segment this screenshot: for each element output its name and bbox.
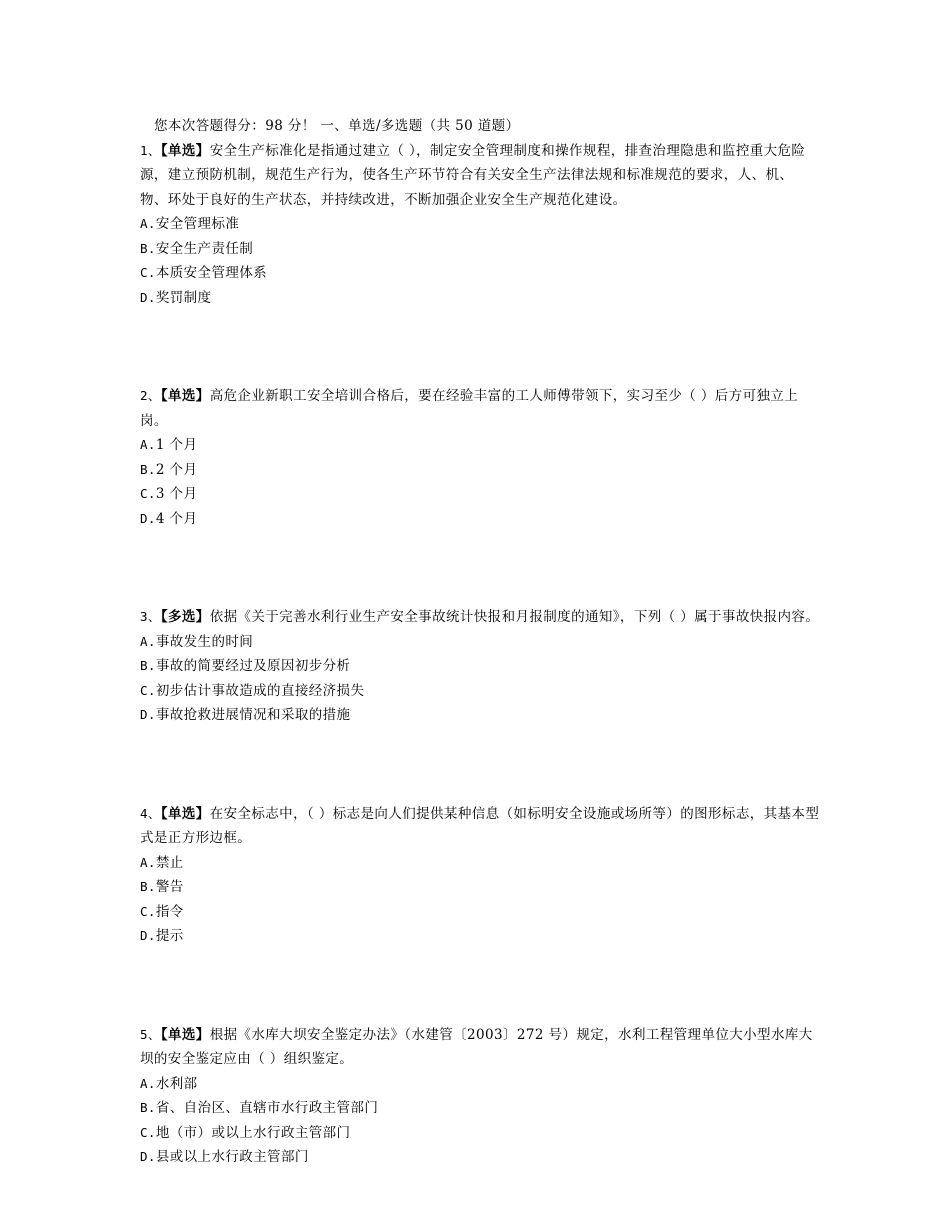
option-a[interactable] [140,1072,820,1097]
option-letter: B. [140,658,156,673]
option-d[interactable] [140,1145,820,1170]
option-text: 1 个月 [155,437,198,453]
question-3 [140,605,820,728]
option-a[interactable] [140,851,820,876]
question-5 [140,1023,820,1170]
option-text: 事故发生的时间 [155,633,254,650]
option-text: 奖罚制度 [155,289,212,306]
question-type: 【单选】 [160,1026,210,1043]
question-2 [140,384,820,531]
question-number: 1、 [140,142,161,158]
option-b[interactable] [140,458,820,483]
option-text: 初步估计事故造成的直接经济损失 [155,682,365,699]
question-type: 【单选】 [160,388,210,404]
option-c[interactable] [140,261,820,286]
question-number: 3、 [140,609,161,624]
question-stem [140,139,820,213]
question-text: 在安全标志中，（ ）标志是向人们提供某种信息（如标明安全设施或场所等）的图形标志，其基本型式是正方形边框。 [140,805,820,846]
option-letter: A. [140,1075,156,1091]
question-type: 【单选】 [160,805,210,822]
question-text: 依据《关于完善水利行业生产安全事故统计快报和月报制度的通知》，下列（ ）属于事故快报内容。 [209,609,820,625]
option-c[interactable] [140,1121,820,1146]
option-letter: A. [140,437,156,452]
option-c[interactable] [140,900,820,925]
question-stem [140,384,820,433]
option-text: 事故抢救进展情况和采取的措施 [155,707,351,723]
option-text: 2 个月 [155,461,198,478]
option-letter: B. [140,1100,156,1115]
question-1 [140,139,820,311]
option-letter: A. [140,633,156,649]
option-letter: C. [140,903,156,919]
option-text: 省、自治区、直辖市水行政主管部门 [155,1100,379,1116]
option-text: 提示 [155,928,184,944]
question-type: 【多选】 [160,609,210,625]
option-a[interactable] [140,433,820,458]
option-d[interactable] [140,286,820,311]
exam-content [140,114,820,1170]
option-letter: D. [140,510,156,526]
option-d[interactable] [140,507,820,532]
option-letter: C. [140,265,156,280]
option-letter: D. [140,707,156,722]
question-spacer [140,531,820,605]
option-d[interactable] [140,924,820,949]
option-letter: A. [140,854,156,870]
option-letter: D. [140,1149,156,1164]
score-summary: 您本次答题得分：98 分！ 一、单选/多选题（共 50 道题） [154,118,520,134]
question-number: 5、 [140,1026,161,1042]
option-letter: D. [140,928,156,943]
option-a[interactable] [140,630,820,655]
option-b[interactable] [140,654,820,679]
option-c[interactable] [140,482,820,507]
option-letter: C. [140,682,156,698]
option-letter: B. [140,461,156,477]
option-letter: C. [140,1124,156,1140]
question-stem [140,1023,820,1072]
option-letter: B. [140,240,156,256]
question-stem [140,802,820,851]
option-text: 安全生产责任制 [155,240,254,257]
question-type: 【单选】 [160,142,210,159]
option-text: 3 个月 [155,486,198,502]
question-text: 根据《水库大坝安全鉴定办法》（水建管〔2003〕272 号）规定，水利工程管理单位大小型水库大坝的安全鉴定应由（ ）组织鉴定。 [140,1026,813,1067]
option-letter: B. [140,879,156,894]
question-number: 2、 [140,388,161,403]
option-text: 本质安全管理体系 [155,265,268,281]
option-text: 水利部 [155,1075,198,1092]
option-c[interactable] [140,679,820,704]
option-b[interactable] [140,237,820,262]
question-spacer [140,728,820,802]
option-b[interactable] [140,1096,820,1121]
option-letter: C. [140,486,156,501]
question-text: 安全生产标准化是指通过建立（ ），制定安全管理制度和操作规程，排查治理隐患和监控重大危险源，建立预防机制，规范生产行为，使各生产环节符合有关安全生产法律法规和标准规范的要求，人、机、物、环处于良好的生产状态，并持续改进，不断加强企业安全生产规范化建设。 [140,142,806,208]
option-text: 地（市）或以上水行政主管部门 [155,1124,351,1141]
option-letter: D. [140,289,156,305]
option-letter: A. [140,216,156,231]
question-stem [140,605,820,630]
option-d[interactable] [140,703,820,728]
option-text: 警告 [155,879,184,895]
option-text: 禁止 [155,854,184,871]
question-spacer [140,310,820,384]
option-text: 县或以上水行政主管部门 [155,1149,309,1165]
question-text: 高危企业新职工安全培训合格后，要在经验丰富的工人师傅带领下，实习至少（ ）后方可独立上岗。 [140,388,799,429]
option-b[interactable] [140,875,820,900]
option-a[interactable] [140,212,820,237]
question-spacer [140,949,820,1023]
option-text: 指令 [155,903,184,920]
option-text: 安全管理标准 [155,216,240,232]
option-text: 事故的简要经过及原因初步分析 [155,658,351,674]
question-4 [140,802,820,949]
question-number: 4、 [140,805,161,821]
option-text: 4 个月 [155,510,198,527]
